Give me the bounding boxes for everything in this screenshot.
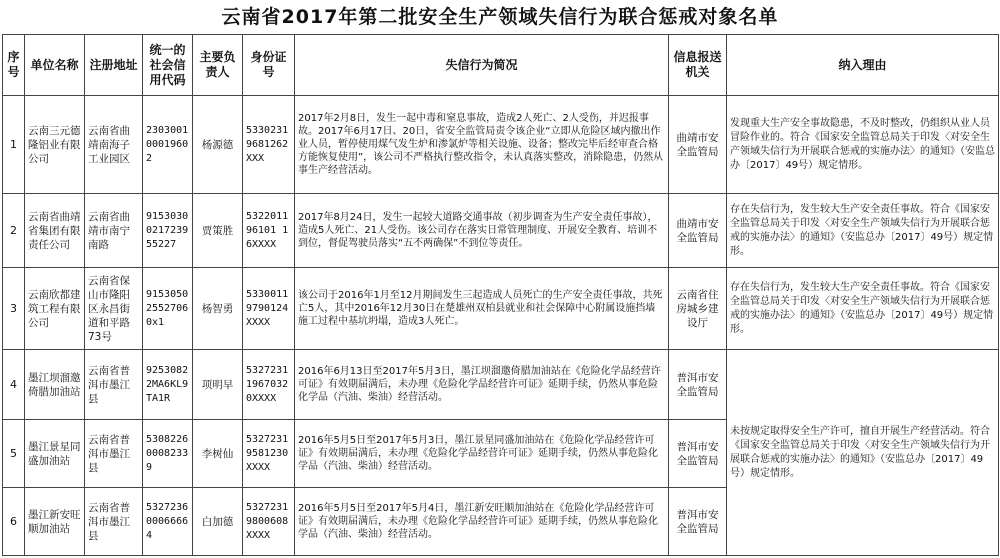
row-credit-code: 532723600066664 (143, 488, 193, 556)
row-credit-code: 23030010001960 2 (143, 96, 193, 194)
row-reason: 存在失信行为，发生较大生产安全责任事故。符合《国家安全监管总局关于印发〈对安全生产领域失信行为开展联合惩戒的实施办法〉的通知》（安监总办〔2017〕49号）规定情形。 (727, 268, 999, 350)
row-address: 云南省普洱市墨江县 (85, 420, 143, 488)
row-reason: 未按规定取得安全生产许可，擅自开展生产经营活动。符合《国家安全监管总局关于印发〈对安全生产领域失信行为开展联合惩戒的实施办法〉的通知》（安监总办〔2017〕49号）规定情形。 (727, 350, 999, 556)
row-description: 该公司于2016年1月至12月期间发生三起造成人员死亡的生产安全责任事故，共死亡5人，其中2016年12月30日在楚雄州双柏县就业和社会保障中心附属设施挡墙施工过程中基坑坍塌，造成3人死亡。 (295, 268, 669, 350)
row-agency: 曲靖市安全监管局 (669, 96, 727, 194)
header-name: 单位名称 (25, 35, 85, 96)
header-credit-code: 统一的社会信用代码 (143, 35, 193, 96)
header-reason: 纳入理由 (727, 35, 999, 96)
row-seq: 6 (3, 488, 25, 556)
row-person: 李树仙 (193, 420, 243, 488)
row-credit-code: 530822600082339 (143, 420, 193, 488)
header-seq: 序号 (3, 35, 25, 96)
row-person: 杨源德 (193, 96, 243, 194)
row-address: 云南省曲靖南海子工业园区 (85, 96, 143, 194)
row-agency: 普洱市安全监管局 (669, 488, 727, 556)
row-seq: 5 (3, 420, 25, 488)
row-agency: 曲靖市安全监管局 (669, 194, 727, 268)
header-address: 注册地址 (85, 35, 143, 96)
row-id: 53300119790124XXXX (243, 268, 295, 350)
row-agency: 普洱市安全监管局 (669, 350, 727, 420)
row-name: 云南欣都建筑工程有限公司 (25, 268, 85, 350)
row-description: 2017年8月24日，发生一起较大道路交通事故（初步调查为生产安全责任事故），造成5人死亡、21人受伤。该公司存在落实日常管理制度、开展安全教育、培训不到位，督促驾驶员落实“五不两确保”不到位等责任。 (295, 194, 669, 268)
row-agency: 普洱市安全监管局 (669, 420, 727, 488)
header-agency: 信息报送机关 (669, 35, 727, 96)
row-description: 2016年6月13日至2017年5月3日，墨江坝溜邀倚腊加油站在《危险化学品经营许可证》有效期届满后，未办理《危险化学品经营许可证》延期手续，仍然从事危险化学品（汽油、柴油）经营活动。 (295, 350, 669, 420)
row-seq: 3 (3, 268, 25, 350)
row-id: 532201196101 16XXXX (243, 194, 295, 268)
row-person: 杨智勇 (193, 268, 243, 350)
row-id: 53302319681262XXX (243, 96, 295, 194)
row-seq: 4 (3, 350, 25, 420)
row-name: 墨江坝溜邀倚腊加油站 (25, 350, 85, 420)
row-seq: 2 (3, 194, 25, 268)
row-reason: 存在失信行为，发生较大生产安全责任事故。符合《国家安全监管总局关于印发〈对安全生产领域失信行为开展联合惩戒的实施办法〉的通知》（安监总办〔2017〕49号）规定情形。 (727, 194, 999, 268)
row-person: 白加德 (193, 488, 243, 556)
row-address: 云南省曲靖市南宁南路 (85, 194, 143, 268)
table-row (3, 194, 999, 268)
row-id: 53272319581230XXXX (243, 420, 295, 488)
row-name: 墨江新安旺顺加油站 (25, 488, 85, 556)
row-id: 53272319800608XXXX (243, 488, 295, 556)
header-description: 失信行为简况 (295, 35, 669, 96)
row-agency: 云南省住房城乡建设厅 (669, 268, 727, 350)
row-credit-code: 92530822MA6KL9TA1R (143, 350, 193, 420)
row-person: 项明早 (193, 350, 243, 420)
row-name: 云南省曲靖省集团有限责任公司 (25, 194, 85, 268)
row-address: 云南省保山市隆阳区永昌街道和平路73号 (85, 268, 143, 350)
table-row (3, 268, 999, 350)
table-row (3, 350, 999, 420)
row-name: 云南三元德隆铝业有限公司 (25, 96, 85, 194)
row-description: 2016年5月5日至2017年5月4日，墨江新安旺顺加油站在《危险化学品经营许可证》有效期届满后，未办理《危险化学品经营许可证》延期手续，仍然从事危险化学品（汽油、柴油）经营活动。 (295, 488, 669, 556)
row-credit-code: 9153030021723955227 (143, 194, 193, 268)
row-seq: 1 (3, 96, 25, 194)
row-id: 532723119670320XXXX (243, 350, 295, 420)
row-description: 2017年2月8日，发生一起中毒和窒息事故，造成2人死亡、2人受伤，并迟报事故。2017年6月17日、20日，省安全监管局责令该企业“立即从危险区域内撤出作业人员，暂停使用煤气发生炉和渗氯炉等相关设施、设备；整改完毕后经审查合格方能恢复使用”，该公司不严格执行整改指令，未认真落实整改，消除隐患，仍然从事生产经营活动。 (295, 96, 669, 194)
blacklist-table (2, 34, 999, 556)
row-person: 贾策胜 (193, 194, 243, 268)
row-address: 云南省普洱市墨江县 (85, 350, 143, 420)
row-address: 云南省普洱市墨江县 (85, 488, 143, 556)
row-reason: 发现重大生产安全事故隐患，不及时整改，仍组织从业人员冒险作业的。符合《国家安全监管总局关于印发〈对安全生产领域失信行为开展联合惩戒的实施办法〉的通知》（安监总办〔2017〕49号）规定情形。 (727, 96, 999, 194)
row-description: 2016年5月5日至2017年5月3日，墨江景星同盛加油站在《危险化学品经营许可证》有效期届满后，未办理《危险化学品经营许可证》延期手续，仍然从事危险化学品（汽油、柴油）经营活动。 (295, 420, 669, 488)
header-id: 身份证号 (243, 35, 295, 96)
header-person: 主要负责人 (193, 35, 243, 96)
table-row (3, 96, 999, 194)
row-credit-code: 915305025527060x1 (143, 268, 193, 350)
header-row (3, 35, 999, 96)
page-title: 云南省2017年第二批安全生产领域失信行为联合惩戒对象名单 (221, 6, 779, 28)
row-name: 墨江景星同盛加油站 (25, 420, 85, 488)
